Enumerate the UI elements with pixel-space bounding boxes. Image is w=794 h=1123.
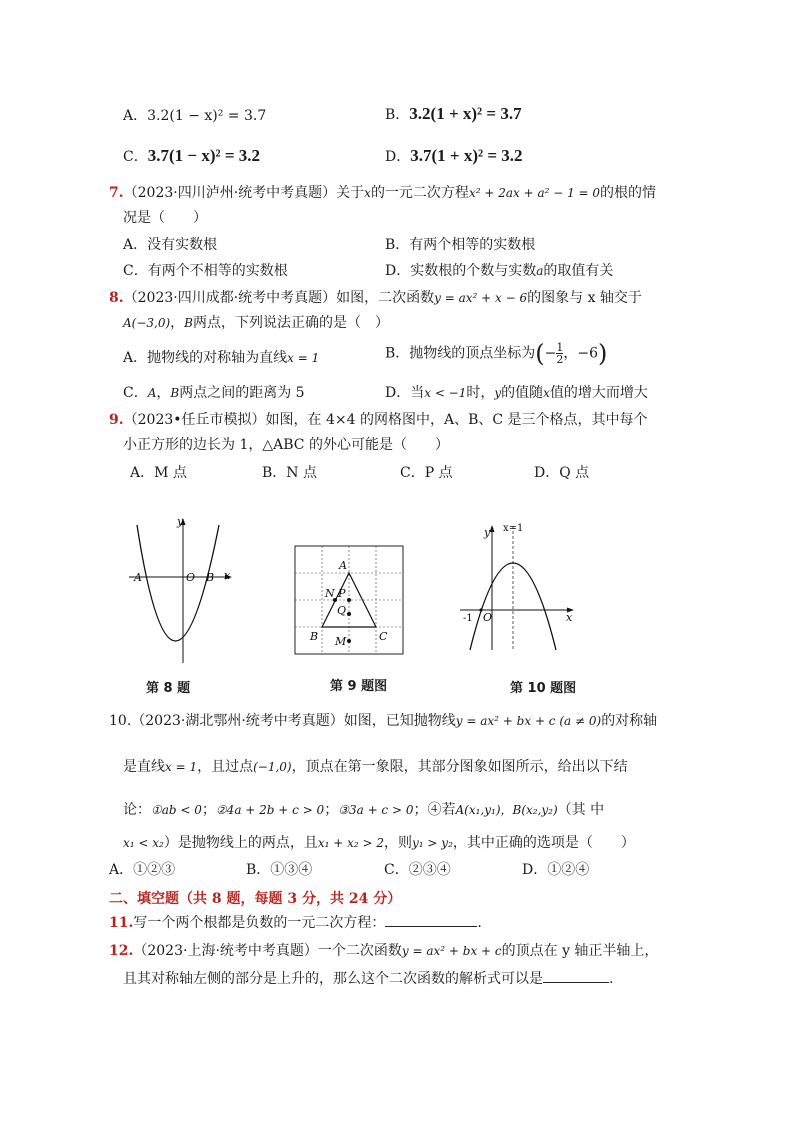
q8-line2: A(−3,0)，B两点，下列说法正确的是（ ） — [123, 315, 389, 331]
q12-line1: 12.（2023·上海·统考中考真题）一个二次函数y = ax² + bx + c的顶点在 y 轴正半轴上， — [109, 943, 659, 959]
q9-option-b: B．N 点 — [262, 465, 317, 481]
q8-option-a: A．抛物线的对称轴为直线x = 1 — [123, 350, 320, 366]
q7-option-b: B．有两个相等的实数根 — [385, 237, 536, 253]
q9-option-c: C．P 点 — [400, 465, 453, 481]
q8-option-c: C．A，B两点之间的距离为 5 — [123, 385, 305, 401]
section-fill-in-title: 二、填空题（共 8 题，每题 3 分，共 24 分） — [109, 891, 402, 907]
fig10-label-o: O — [483, 611, 493, 624]
figure-8 — [125, 515, 245, 665]
fig9-point-q — [347, 612, 351, 616]
q10-option-b: B．①③④ — [246, 862, 313, 878]
fig9-label-m: M — [335, 635, 347, 648]
q10-line4: x₁ < x₂）是抛物线上的两点，且x₁ + x₂ > 2，则y₁ > y₂，其中正确的选项是（ ） — [123, 835, 635, 851]
q7-option-c: C．有两个不相等的实数根 — [123, 263, 288, 279]
q6-option-a: A．3.2(1 − x)² = 3.7 — [123, 108, 267, 124]
fig10-label-x: x — [566, 611, 573, 624]
q9-line2: 小正方形的边长为 1，△ABC 的外心可能是（ ） — [123, 437, 449, 453]
q6-option-d: D．3.7(1 + x)² = 3.2 — [385, 146, 523, 165]
q10-line2: 是直线x = 1，且过点(−1,0)，顶点在第一象限，其部分图象如图所示，给出以下结 — [123, 759, 628, 775]
q7-option-a: A．没有实数根 — [123, 237, 218, 253]
q10-option-c: C．②③④ — [384, 862, 451, 878]
fig8-label-a: A — [134, 571, 142, 584]
q6-option-b: B．3.2(1 + x)² = 3.7 — [385, 104, 522, 123]
fig10-y-arrow — [490, 525, 495, 532]
q7-line1: 7.（2023·四川泸州·统考中考真题）关于x的一元二次方程x² + 2ax + a² − 1 = 0的根的情 — [109, 185, 657, 201]
figure-10 — [458, 522, 578, 652]
fig8-label-b: B — [206, 571, 215, 584]
q12-answer-blank[interactable] — [543, 982, 609, 983]
q8-line1: 8.（2023·四川成都·统考中考真题）如图，二次函数y = ax² + x − 6的图象与 x 轴交于 — [109, 290, 642, 306]
fig8-label-y: y — [177, 515, 184, 528]
fig9-label-q: Q — [337, 604, 347, 617]
q9-line1: 9.（2023•任丘市模拟）如图，在 4×4 的网格图中，A、B、C 是三个格点，其中每个 — [109, 412, 648, 428]
q10-line1: 10.（2023·湖北鄂州·统考中考真题）如图，已知抛物线y = ax² + bx + c (a ≠ 0)的对称轴 — [109, 713, 658, 729]
fig9-label-c: C — [379, 630, 388, 643]
fig8-caption: 第 8 题 — [146, 681, 191, 696]
q11-line: 11.写一个两个根都是负数的一元二次方程： . — [109, 915, 482, 931]
q10-option-d: D．①②④ — [522, 862, 590, 878]
q10-line3: 论：①ab < 0；②4a + 2b + c > 0；③3a + c > 0；④若A(x₁,y₁)，B(x₂,y₂)（其 中 — [123, 802, 605, 818]
q6-option-c: C．3.7(1 − x)² = 3.2 — [123, 146, 261, 165]
q7-line2: 况是（ ） — [123, 210, 207, 226]
fig10-label-neg1: -1 — [463, 613, 473, 624]
q7-option-d: D．实数根的个数与实数a的取值有关 — [385, 263, 614, 279]
fig9-label-np: N P — [325, 587, 346, 600]
q9-option-a: A．M 点 — [130, 465, 187, 481]
fig10-label-y: y — [484, 526, 491, 539]
q8-option-d: D．当x < −1时，y的值随x值的增大而增大 — [385, 385, 648, 401]
fig9-label-a: A — [339, 559, 347, 572]
fig8-label-x: x — [224, 569, 231, 582]
q11-answer-blank[interactable] — [385, 926, 477, 927]
fig10-caption: 第 10 题图 — [510, 681, 577, 696]
fig9-label-b: B — [310, 630, 319, 643]
fig10-label-x1: x=1 — [503, 523, 524, 534]
figure-9 — [294, 545, 406, 657]
fig9-caption: 第 9 题图 — [330, 679, 388, 694]
q12-line2: 且其对称轴左侧的部分是上升的，那么这个二次函数的解析式可以是 . — [123, 971, 614, 987]
q8-option-b: B．抛物线的顶点坐标为(− $\frac{1}{2}$ ，−6) — [385, 339, 608, 368]
fig9-point-m — [347, 639, 351, 643]
q10-option-a: A．①②③ — [109, 862, 176, 878]
q9-option-d: D．Q 点 — [534, 465, 590, 481]
fig8-label-o: O — [186, 571, 196, 584]
fig9-point-p — [347, 598, 351, 602]
